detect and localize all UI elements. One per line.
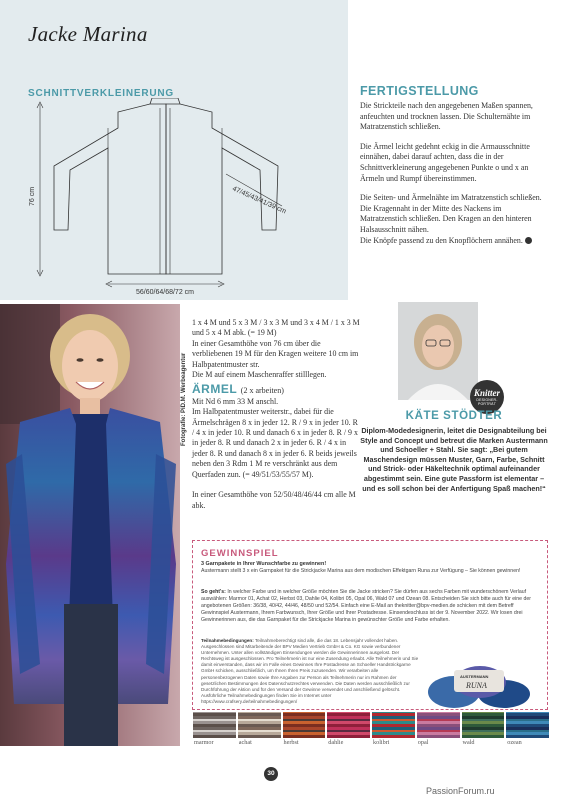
sleeve-heading-note: (2 x arbeiten) (240, 386, 284, 396)
height-label: 76 cm (29, 186, 36, 206)
model-jeans (64, 604, 118, 746)
model-eye (77, 358, 84, 362)
finishing-paragraph: Die Kragennaht in der Mitte des Nackens im Matratzenstich schließen. Den Kragen an den hinteren Halsausschnitt nähen. (360, 203, 532, 234)
giveaway-intro: Austermann stellt 3 x ein Garnpaket für die Strickjacke Marina aus dem modischen Effektgarn Runa zur Verfügung – Sie können gewinnen! (201, 568, 521, 574)
giveaway-conditions-text: Teilnahmeberechtigt sind alle, die das 18. Lebensjahr vollendet haben. Ausgeschlossen sind Mitarbeitende der BPV Medien Vertrieb GmbH & Co. KG sowie verbundener Unternehmen. Unter allen vollständigen Einsendungen werden die Gewinnerinnen ausgelost. Der Rechtsweg ist ausgeschlossen. Pro Teilnehmerin ist nur eine Zusendung erlaubt. Alle Teilnehmerin und Sie damit einverstanden, dass wir im Falle eines Gewinnes Ihre Postadresse an Schoeller Handstrickgarne GmbH schicken, ausschließlich, um Ihnen Ihren Preis zuzusenden. Wir verarbeiten alle personenbezogenen Daten sowie Ihre Angaben zur Person als Teilnehmerin nur im Rahmen der gesetzlichen Bestimmungen des Datenschutzrechtes verwenden. Die Daten werden ausschließlich zur Durchführung der Aktion und für den Versand der Gewinne verwendet und anschließend gelöscht. Ausführliche Teilnahmebedingungen finden Sie im Internet unter https://www.crafsery.de/teilnahmebedingungen/ (201, 638, 419, 704)
schematic-diagram (18, 98, 348, 298)
sleeve-heading-text: ÄRMEL (192, 382, 237, 397)
instruction-paragraph: In einer Gesamthöhe von 52/50/48/46/44 cm alle M abk. (192, 490, 356, 510)
swatch-label: ozean (506, 738, 549, 748)
yarn-swatch (327, 712, 370, 748)
yarn-product-text: RUNA (466, 681, 487, 690)
instruction-paragraph: Im Halbpatentmuster weiterstr., dabei für die Ärmelschrägen 8 x in jeder 12. R / 9 x in jeder 10. R / 4 x in jeder 10. R und danach 6 x in jeder 8. R / 9 x in jeder 8. R und danach 2 x in jeder 6. R / 4 x in jeder 8. R und danach 8 x in jeder 6. R beids jeweils neben den 3 Rdm 1 M re verschränkt aus dem Querfaden zun. (= 49/51/53/55/57 M). (192, 407, 358, 479)
model-photo (0, 304, 180, 746)
width-label: 56/60/64/68/72 cm (136, 289, 194, 296)
swatch-color-bands (462, 712, 505, 738)
photo-credit-text: Fotografie: PiD.M. Werbeagentur (181, 352, 187, 446)
swatch-color-bands (327, 712, 370, 738)
designer-bio: Diplom-Modedesignerin, leitet die Designabteilung bei Style and Concept und betreut die Marken Austermann und Schoeller + Stahl. Sie sagt: „Bei gutem Maschendesign müssen Muster, Garn, Farbe, Schnitt und Strick- oder Häkeltechnik optimal aufeinander abgestimmt sein. Eine gute Passform ist elementar – und es soll schon bei der Anfertigung Spaß machen!“ (360, 426, 548, 493)
designer-name: KÄTE STÖDTER (405, 410, 503, 422)
instruction-paragraph: Die M auf einem Maschenraffer stilllegen. (192, 370, 327, 380)
yarn-swatch (372, 712, 415, 748)
page-number: 30 (264, 767, 278, 781)
swatch-label: kolibri (372, 738, 415, 748)
yarn-swatch (193, 712, 236, 748)
swatch-label: marmor (193, 738, 236, 748)
spacer (192, 480, 360, 490)
instruction-paragraph: Mit Nd 6 mm 33 M anschl. (192, 396, 279, 406)
swatch-label: herbst (283, 738, 326, 748)
giveaway-conditions-label: Teilnahmebedingungen: (201, 638, 254, 643)
model-face (62, 330, 118, 402)
swatch-color-bands (193, 712, 236, 738)
schematic-heading: SCHNITTVERKLEINERUNG (28, 88, 175, 99)
knitter-badge (470, 380, 504, 414)
model-eye (97, 358, 104, 362)
giveaway-how-label: So geht's: (201, 589, 226, 595)
swatch-color-bands (506, 712, 549, 738)
sleeve-heading (192, 384, 360, 396)
finishing-paragraph (360, 236, 548, 247)
end-mark-icon (525, 237, 532, 244)
page-title: Jacke Marina (28, 22, 148, 46)
swatch-color-bands (238, 712, 281, 738)
watermark: PassionForum.ru (426, 786, 495, 796)
yarn-swatch (462, 712, 505, 748)
sleeve-label: 47/45/43/41/39 cm (231, 185, 288, 216)
swatch-label: achat (238, 738, 281, 748)
finishing-paragraph: Die Seiten- und Ärmelnähte im Matratzenstich schließen. (360, 193, 542, 203)
swatch-color-bands (372, 712, 415, 738)
finishing-text (360, 101, 548, 255)
knitter-badge-title: Knitter (473, 388, 500, 398)
giveaway-heading: GEWINNSPIEL (201, 548, 279, 559)
finishing-last-line: Die Knöpfe passend zu den Knopflöchern annähen. (360, 235, 523, 245)
yarn-swatch (283, 712, 326, 748)
designer-photo (398, 302, 478, 400)
instructions-column (192, 318, 360, 511)
instruction-paragraph: In einer Gesamthöhe von 76 cm über die verbliebenen 19 M für den Kragen weitere 10 cm im Halbpatentmuster str. (192, 338, 359, 369)
jacket-body-outline (54, 104, 166, 274)
instruction-paragraph: 1 x 4 M und 5 x 3 M / 3 x 3 M und 3 x 4 M / 1 x 3 M und 5 x 4 M abk. (= 19 M) (192, 318, 360, 338)
swatch-color-bands (417, 712, 460, 738)
giveaway-instructions (201, 589, 541, 624)
collar-outline (150, 98, 180, 104)
yarn-swatch (506, 712, 549, 748)
finishing-paragraph: Die Strickteile nach den angegebenen Maßen spannen, anfeuchten und trocknen lassen. Die Schulternähte im Matratzenstich schließen. (360, 101, 533, 132)
finishing-heading: FERTIGSTELLUNG (360, 84, 479, 98)
yarn-swatch (417, 712, 460, 748)
giveaway-subheading: 3 Garnpakete in Ihrer Wunschfarbe zu gewinnen! (201, 561, 327, 567)
yarn-brand-text: AUSTERMANN (460, 674, 489, 679)
swatch-label: dahlie (327, 738, 370, 748)
yarn-swatch (238, 712, 281, 748)
runa-yarn-pack (424, 640, 534, 710)
swatch-label: opal (417, 738, 460, 748)
yarn-swatch-row (193, 712, 549, 748)
knitter-badge-sub: DESIGNER-PORTRÄT (476, 398, 498, 406)
giveaway-how-text: In welcher Farbe und in welcher Größe möchten Sie die Jacke stricken? Sie dürfen aus sechs Farben mit wunderschönem Verlauf auswählen: Marmor 01, Achat 02, Herbst 03, Dahlie 04, Kolibri 05, Opal 06, Wald 07 und Ozean 08. Entscheiden Sie sich bitte auch für eine der angebotenen Größen: 36/38, 40/42, 44/46, 48/50 und 52/54. Einfach eine E-Mail an theknitter@bpv-medien.de schicken mit dem Betreff Gewinnspiel Austermann, Ihrem Farbwunsch, Ihrer Größe und Ihrer Postadresse. Einsendeschluss ist der 9. November 2022. Wir losen drei Gewinnerinnen aus, die das Garnpaket für die Strickjacke Marina in gewünschter Größe und Farbe erhalten. (201, 589, 531, 623)
giveaway-conditions (201, 638, 421, 705)
model-neck (80, 398, 100, 416)
swatch-label: wald (462, 738, 505, 748)
finishing-paragraph: Die Ärmel leicht gedehnt eckig in die Armausschnitte einnähen, dabei darauf achten, dass die in der Schnittverkleinerung angegebenen Punkte o und x an Ärmeln und Rumpf übereinstimmen. (360, 141, 530, 183)
photo-credit (179, 306, 191, 446)
swatch-color-bands (283, 712, 326, 738)
